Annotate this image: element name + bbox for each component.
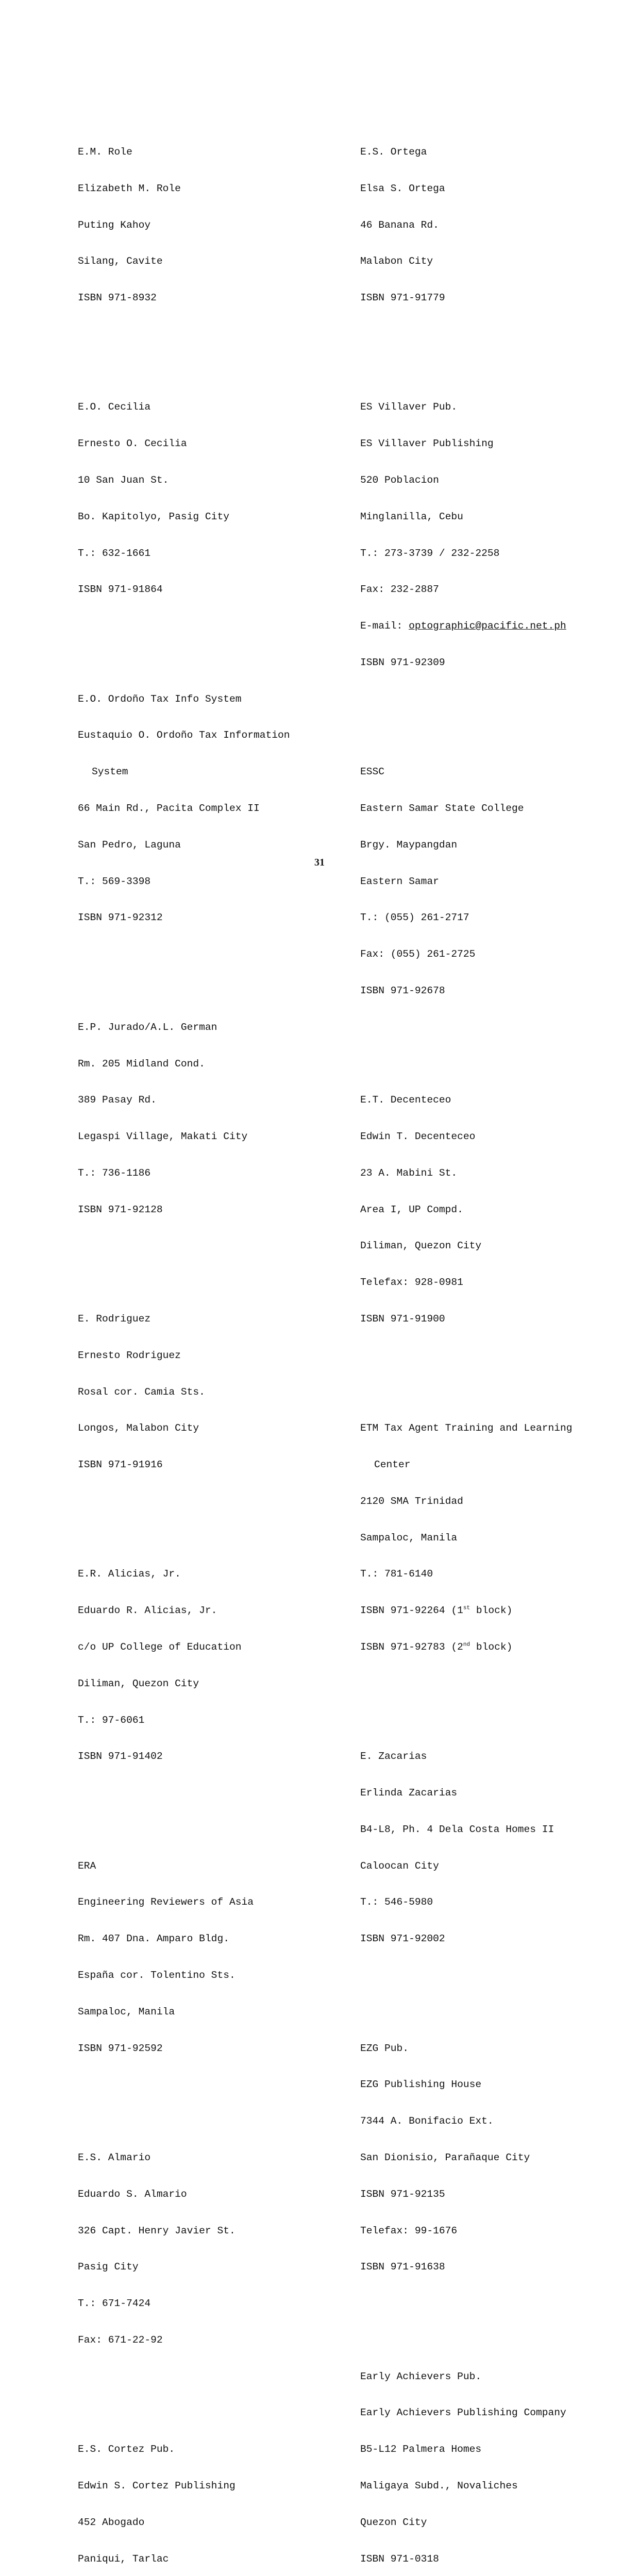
directory-entry [78, 2128, 341, 2371]
entry-line: Edwin T. Decenteceo [360, 1131, 476, 1143]
directory-entry [360, 1398, 628, 1678]
entry-line: c/o UP College of Education [78, 1641, 242, 1653]
entry-line: T.: 671-7424 [78, 2298, 151, 2310]
entry-line: ISBN 971-8932 [78, 292, 157, 304]
entry-line: 389 Pasay Rd. [78, 1094, 157, 1106]
directory-entry [360, 2018, 628, 2298]
directory-entry [78, 122, 341, 329]
entry-line: Telefax: 928-0981 [360, 1277, 463, 1289]
entry-line: 66 Main Rd., Pacita Complex II [78, 803, 260, 815]
entry-line: Longos, Malabon City [78, 1422, 199, 1434]
entry-line: Rosal cor. Camia Sts. [78, 1386, 205, 1398]
entry-line: E.O. Ordoño Tax Info System [78, 693, 242, 705]
entry-line: San Pedro, Laguna [78, 839, 181, 851]
entry-line: Ernesto Rodriguez [78, 1349, 181, 1361]
entry-line: ISBN 971-91779 [360, 292, 445, 304]
entry-line: Fax: 232-2887 [360, 584, 439, 596]
entry-line: E. Rodriguez [78, 1313, 151, 1325]
entry-line: ERA [78, 1860, 96, 1872]
directory-entry [360, 122, 628, 329]
entry-line: Eduardo S. Almario [78, 2188, 187, 2200]
entry-line: Diliman, Quezon City [360, 1240, 482, 1252]
entry-line: Sampaloc, Manila [78, 2006, 175, 2018]
entry-line: 326 Capt. Henry Javier St. [78, 2225, 236, 2236]
isbn-suffix: block) [470, 1641, 513, 1653]
directory-entry [360, 1726, 628, 1970]
entry-line: Puting Kahoy [78, 219, 151, 231]
entry-line: Elizabeth M. Role [78, 182, 181, 194]
entry-line: E.O. Cecilia [78, 401, 151, 413]
directory-entry [78, 997, 341, 1241]
entry-line: Bo. Kapitolyo, Pasig City [78, 511, 229, 522]
ordinal-suffix: st [463, 1605, 470, 1612]
entry-line: T.: (055) 261-2717 [360, 912, 469, 924]
entry-line: Eustaquio O. Ordoño Tax Information [78, 730, 290, 741]
isbn-prefix: ISBN 971-92264 (1 [360, 1605, 463, 1617]
entry-line: 7344 A. Bonifacio Ext. [360, 2115, 494, 2127]
entry-line: ISBN 971-92678 [360, 985, 445, 996]
entry-line: T.: 569-3398 [78, 875, 151, 887]
page-number: 31 [314, 857, 325, 868]
entry-line: Diliman, Quezon City [78, 1677, 199, 1689]
entry-line: Legaspi Village, Makati City [78, 1131, 248, 1143]
entry-line: Malabon City [360, 256, 433, 267]
entry-line: T.: 546-5980 [360, 1896, 433, 1908]
entry-line: B4-L8, Ph. 4 Dela Costa Homes II [360, 1823, 554, 1835]
isbn-suffix: block) [470, 1605, 513, 1617]
entry-line: Sampaloc, Manila [360, 1532, 458, 1544]
entry-line: Engineering Reviewers of Asia [78, 1896, 254, 1908]
entry-line: Eastern Samar State College [360, 803, 524, 815]
entry-line: 10 San Juan St. [78, 474, 169, 486]
directory-entry [360, 2346, 628, 2576]
entry-line: ISBN 971-92128 [78, 1204, 163, 1215]
entry-line: E.S. Ortega [360, 146, 427, 158]
entry-line: Telefax: 99-1676 [360, 2225, 458, 2236]
entry-line: System [92, 766, 128, 778]
entry-line: Caloocan City [360, 1860, 439, 1872]
isbn-block-line [360, 1641, 628, 1654]
entry-line: ISBN 971-92135 [360, 2188, 445, 2200]
entry-line: Early Achievers Pub. [360, 2370, 482, 2382]
entry-line: E.R. Alicias, Jr. [78, 1568, 181, 1580]
isbn-prefix: ISBN 971-92783 (2 [360, 1641, 463, 1653]
entry-line: ISBN 971-91916 [78, 1459, 163, 1471]
entry-line: Elsa S. Ortega [360, 182, 445, 194]
directory-entry [78, 377, 341, 620]
entry-line: Silang, Cavite [78, 256, 163, 267]
entry-line: ISBN 971-91402 [78, 1751, 163, 1762]
entry-line: Rm. 205 Midland Cond. [78, 1058, 205, 1070]
entry-line: EZG Publishing House [360, 2079, 482, 2091]
entry-line: E. Zacarias [360, 1751, 427, 1762]
entry-line: E.S. Almario [78, 2151, 151, 2163]
entry-line: Eastern Samar [360, 875, 439, 887]
entry-line: ISBN 971-92312 [78, 912, 163, 924]
directory-entry [360, 1070, 628, 1350]
email-line [360, 620, 628, 633]
entry-line: ETM Tax Agent Training and Learning [360, 1422, 573, 1434]
entry-line: 520 Poblacion [360, 474, 439, 486]
directory-entry [360, 377, 628, 693]
entry-line: ISBN 971-91864 [78, 584, 163, 596]
directory-entry [78, 1289, 341, 1496]
entry-line: T.: 736-1186 [78, 1167, 151, 1179]
entry-line: ISBN 971-92002 [360, 1933, 445, 1945]
entry-line: T.: 781-6140 [360, 1568, 433, 1580]
entry-line: E.T. Decenteceo [360, 1094, 451, 1106]
entry-line: Fax: (055) 261-2725 [360, 948, 476, 960]
directory-entry [78, 1544, 341, 1787]
entry-line: 46 Banana Rd. [360, 219, 439, 231]
ordinal-suffix: nd [463, 1641, 470, 1648]
entry-line: ES Villaver Publishing [360, 438, 494, 450]
entry-line: Pasig City [78, 2261, 139, 2273]
entry-line: ESSC [360, 766, 385, 778]
directory-entry [78, 669, 341, 949]
entry-line: España cor. Tolentino Sts. [78, 1970, 236, 1981]
entry-line: T.: 273-3739 / 232-2258 [360, 547, 500, 559]
directory-entry [78, 2419, 341, 2576]
entry-line: Maligaya Subd., Novaliches [360, 2480, 518, 2492]
entry-line: Ernesto O. Cecilia [78, 438, 187, 450]
entry-line: T.: 97-6061 [78, 1714, 145, 1726]
entry-line: Brgy. Maypangdan [360, 839, 458, 851]
entry-line: E.M. Role [78, 146, 132, 158]
entry-line: Early Achievers Publishing Company [360, 2407, 566, 2419]
right-column [360, 86, 628, 2576]
entry-line: B5-L12 Palmera Homes [360, 2444, 482, 2455]
entry-line: E.S. Cortez Pub. [78, 2444, 175, 2455]
isbn-block-line [360, 1605, 628, 1617]
entry-line: ISBN 971-92309 [360, 656, 445, 668]
entry-line: ISBN 971-92592 [78, 2042, 163, 2054]
entry-line: ISBN 971-91900 [360, 1313, 445, 1325]
entry-line: Area I, UP Compd. [360, 1204, 463, 1215]
entry-line: Fax: 671-22-92 [78, 2334, 163, 2346]
entry-line: T.: 632-1661 [78, 547, 151, 559]
entry-line: Quezon City [360, 2516, 427, 2528]
email-link[interactable]: optographic@pacific.net.ph [409, 620, 566, 632]
entry-line: Minglanilla, Cebu [360, 511, 463, 522]
directory-entry [360, 742, 628, 1022]
entry-line: Erlinda Zacarias [360, 1787, 458, 1799]
directory-entry [78, 1836, 341, 2079]
entry-line: Rm. 407 Dna. Amparo Bldg. [78, 1933, 229, 1945]
entry-line: Edwin S. Cortez Publishing [78, 2480, 236, 2492]
entry-line: ISBN 971-91638 [360, 2261, 445, 2273]
entry-line: Center [374, 1459, 411, 1471]
entry-line: ISBN 971-0318 [360, 2553, 439, 2565]
entry-line: San Dionisio, Parañaque City [360, 2151, 530, 2163]
entry-line: Eduardo R. Alicias, Jr. [78, 1605, 217, 1617]
entry-line: EZG Pub. [360, 2042, 409, 2054]
entry-line: ES Villaver Pub. [360, 401, 458, 413]
left-column [78, 86, 341, 2576]
entry-line: Paniqui, Tarlac [78, 2553, 169, 2565]
entry-line: E.P. Jurado/A.L. German [78, 1021, 217, 1033]
entry-line: 2120 SMA Trinidad [360, 1495, 463, 1507]
email-label: E-mail: [360, 620, 409, 632]
entry-line: 23 A. Mabini St. [360, 1167, 458, 1179]
entry-line: 452 Abogado [78, 2516, 145, 2528]
